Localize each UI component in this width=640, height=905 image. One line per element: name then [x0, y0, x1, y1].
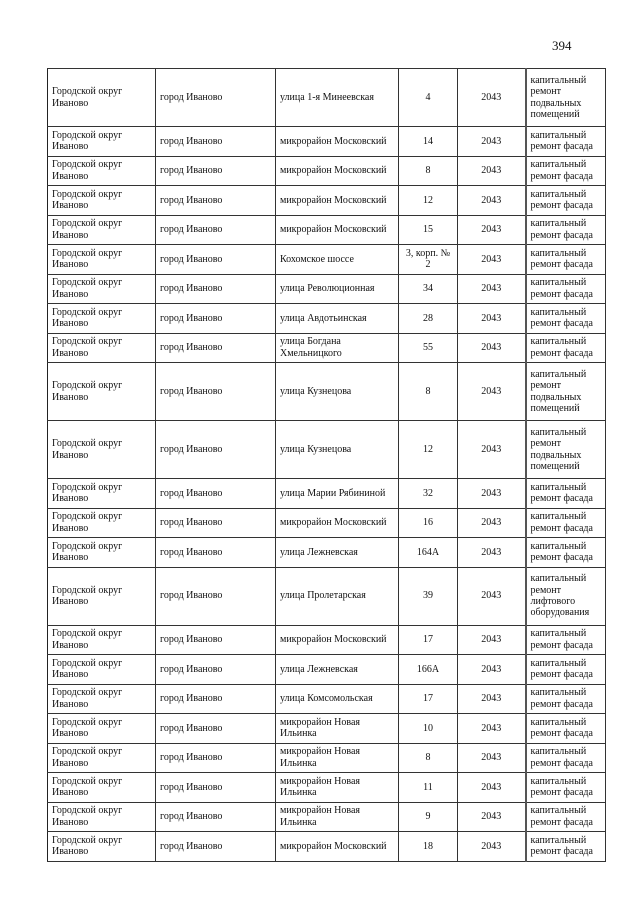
street-cell: Кохомское шоссе	[276, 245, 399, 275]
table-row	[48, 538, 606, 568]
work-type-cell: капитальный ремонт фасада	[526, 625, 606, 655]
house-number-cell: 8	[399, 743, 458, 773]
municipality-cell: Городской округ Иваново	[48, 714, 156, 744]
settlement-cell: город Иваново	[156, 479, 276, 509]
street-cell: улица 1-я Минеевская	[276, 69, 399, 127]
table-row	[48, 567, 606, 625]
settlement-cell: город Иваново	[156, 156, 276, 186]
street-cell: микрорайон Новая Ильинка	[276, 743, 399, 773]
street-cell: микрорайон Московский	[276, 508, 399, 538]
municipality-cell: Городской округ Иваново	[48, 421, 156, 479]
year-cell: 2043	[458, 186, 526, 216]
table-row	[48, 625, 606, 655]
work-type-cell: капитальный ремонт фасада	[526, 479, 606, 509]
street-cell: улица Богдана Хмельницкого	[276, 333, 399, 363]
works-table	[47, 68, 606, 862]
house-number-cell: 12	[399, 421, 458, 479]
house-number-cell: 28	[399, 304, 458, 334]
work-type-cell: капитальный ремонт фасада	[526, 156, 606, 186]
house-number-cell: 9	[399, 802, 458, 832]
house-number-cell: 12	[399, 186, 458, 216]
table-row	[48, 421, 606, 479]
settlement-cell: город Иваново	[156, 215, 276, 245]
settlement-cell: город Иваново	[156, 421, 276, 479]
municipality-cell: Городской округ Иваново	[48, 684, 156, 714]
year-cell: 2043	[458, 538, 526, 568]
street-cell: улица Лежневская	[276, 538, 399, 568]
house-number-cell: 10	[399, 714, 458, 744]
year-cell: 2043	[458, 363, 526, 421]
work-type-cell: капитальный ремонт фасада	[526, 714, 606, 744]
year-cell: 2043	[458, 156, 526, 186]
street-cell: микрорайон Московский	[276, 832, 399, 862]
street-cell: улица Кузнецова	[276, 363, 399, 421]
settlement-cell: город Иваново	[156, 333, 276, 363]
settlement-cell: город Иваново	[156, 743, 276, 773]
municipality-cell: Городской округ Иваново	[48, 363, 156, 421]
work-type-cell: капитальный ремонт фасада	[526, 655, 606, 685]
year-cell: 2043	[458, 743, 526, 773]
table-row	[48, 714, 606, 744]
street-cell: микрорайон Новая Ильинка	[276, 773, 399, 803]
year-cell: 2043	[458, 274, 526, 304]
municipality-cell: Городской округ Иваново	[48, 567, 156, 625]
work-type-cell: капитальный ремонт фасада	[526, 245, 606, 275]
work-type-cell: капитальный ремонт фасада	[526, 802, 606, 832]
municipality-cell: Городской округ Иваново	[48, 215, 156, 245]
house-number-cell: 3, корп. № 2	[399, 245, 458, 275]
work-type-cell: капитальный ремонт фасада	[526, 832, 606, 862]
year-cell: 2043	[458, 69, 526, 127]
table-row	[48, 245, 606, 275]
house-number-cell: 17	[399, 625, 458, 655]
table-row	[48, 479, 606, 509]
house-number-cell: 8	[399, 363, 458, 421]
settlement-cell: город Иваново	[156, 684, 276, 714]
house-number-cell: 18	[399, 832, 458, 862]
house-number-cell: 32	[399, 479, 458, 509]
street-cell: улица Пролетарская	[276, 567, 399, 625]
work-type-cell: капитальный ремонт фасада	[526, 333, 606, 363]
settlement-cell: город Иваново	[156, 508, 276, 538]
municipality-cell: Городской округ Иваново	[48, 508, 156, 538]
municipality-cell: Городской округ Иваново	[48, 156, 156, 186]
year-cell: 2043	[458, 832, 526, 862]
street-cell: микрорайон Московский	[276, 625, 399, 655]
municipality-cell: Городской округ Иваново	[48, 655, 156, 685]
work-type-cell: капитальный ремонт фасада	[526, 508, 606, 538]
work-type-cell: капитальный ремонт фасада	[526, 127, 606, 157]
municipality-cell: Городской округ Иваново	[48, 333, 156, 363]
settlement-cell: город Иваново	[156, 773, 276, 803]
settlement-cell: город Иваново	[156, 832, 276, 862]
work-type-cell: капитальный ремонт фасада	[526, 743, 606, 773]
year-cell: 2043	[458, 215, 526, 245]
street-cell: микрорайон Московский	[276, 186, 399, 216]
house-number-cell: 39	[399, 567, 458, 625]
settlement-cell: город Иваново	[156, 567, 276, 625]
table-row	[48, 304, 606, 334]
year-cell: 2043	[458, 508, 526, 538]
year-cell: 2043	[458, 304, 526, 334]
year-cell: 2043	[458, 245, 526, 275]
year-cell: 2043	[458, 567, 526, 625]
municipality-cell: Городской округ Иваново	[48, 186, 156, 216]
table-row	[48, 508, 606, 538]
settlement-cell: город Иваново	[156, 186, 276, 216]
street-cell: улица Комсомольская	[276, 684, 399, 714]
table-row	[48, 333, 606, 363]
work-type-cell: капитальный ремонт подвальных помещений	[526, 69, 606, 127]
house-number-cell: 11	[399, 773, 458, 803]
settlement-cell: город Иваново	[156, 802, 276, 832]
house-number-cell: 166А	[399, 655, 458, 685]
house-number-cell: 15	[399, 215, 458, 245]
table-row	[48, 156, 606, 186]
work-type-cell: капитальный ремонт фасада	[526, 773, 606, 803]
settlement-cell: город Иваново	[156, 69, 276, 127]
municipality-cell: Городской округ Иваново	[48, 304, 156, 334]
work-type-cell: капитальный ремонт подвальных помещений	[526, 421, 606, 479]
settlement-cell: город Иваново	[156, 538, 276, 568]
house-number-cell: 14	[399, 127, 458, 157]
table-row	[48, 215, 606, 245]
house-number-cell: 17	[399, 684, 458, 714]
year-cell: 2043	[458, 802, 526, 832]
work-type-cell: капитальный ремонт фасада	[526, 304, 606, 334]
table-row	[48, 274, 606, 304]
house-number-cell: 164А	[399, 538, 458, 568]
house-number-cell: 16	[399, 508, 458, 538]
municipality-cell: Городской округ Иваново	[48, 479, 156, 509]
year-cell: 2043	[458, 333, 526, 363]
table-row	[48, 69, 606, 127]
house-number-cell: 34	[399, 274, 458, 304]
table-row	[48, 802, 606, 832]
municipality-cell: Городской округ Иваново	[48, 832, 156, 862]
year-cell: 2043	[458, 479, 526, 509]
municipality-cell: Городской округ Иваново	[48, 625, 156, 655]
work-type-cell: капитальный ремонт фасада	[526, 186, 606, 216]
work-type-cell: капитальный ремонт фасада	[526, 274, 606, 304]
street-cell: улица Лежневская	[276, 655, 399, 685]
house-number-cell: 55	[399, 333, 458, 363]
year-cell: 2043	[458, 625, 526, 655]
street-cell: микрорайон Московский	[276, 156, 399, 186]
municipality-cell: Городской округ Иваново	[48, 743, 156, 773]
year-cell: 2043	[458, 684, 526, 714]
table-row	[48, 127, 606, 157]
settlement-cell: город Иваново	[156, 274, 276, 304]
settlement-cell: город Иваново	[156, 714, 276, 744]
table-row	[48, 363, 606, 421]
settlement-cell: город Иваново	[156, 655, 276, 685]
municipality-cell: Городской округ Иваново	[48, 274, 156, 304]
work-type-cell: капитальный ремонт фасада	[526, 538, 606, 568]
settlement-cell: город Иваново	[156, 363, 276, 421]
municipality-cell: Городской округ Иваново	[48, 802, 156, 832]
house-number-cell: 8	[399, 156, 458, 186]
street-cell: улица Революционная	[276, 274, 399, 304]
work-type-cell: капитальный ремонт лифтового оборудования	[526, 567, 606, 625]
settlement-cell: город Иваново	[156, 304, 276, 334]
street-cell: улица Марии Рябининой	[276, 479, 399, 509]
street-cell: микрорайон Новая Ильинка	[276, 714, 399, 744]
table-row	[48, 186, 606, 216]
street-cell: улица Кузнецова	[276, 421, 399, 479]
work-type-cell: капитальный ремонт фасада	[526, 684, 606, 714]
year-cell: 2043	[458, 421, 526, 479]
street-cell: улица Авдотьинская	[276, 304, 399, 334]
page-number: 394	[552, 38, 572, 53]
table-row	[48, 773, 606, 803]
street-cell: микрорайон Московский	[276, 127, 399, 157]
settlement-cell: город Иваново	[156, 625, 276, 655]
table-row	[48, 684, 606, 714]
municipality-cell: Городской округ Иваново	[48, 69, 156, 127]
municipality-cell: Городской округ Иваново	[48, 538, 156, 568]
municipality-cell: Городской округ Иваново	[48, 773, 156, 803]
year-cell: 2043	[458, 714, 526, 744]
street-cell: микрорайон Новая Ильинка	[276, 802, 399, 832]
settlement-cell: город Иваново	[156, 127, 276, 157]
municipality-cell: Городской округ Иваново	[48, 127, 156, 157]
work-type-cell: капитальный ремонт подвальных помещений	[526, 363, 606, 421]
house-number-cell: 4	[399, 69, 458, 127]
table-row	[48, 832, 606, 862]
table-row	[48, 655, 606, 685]
year-cell: 2043	[458, 127, 526, 157]
year-cell: 2043	[458, 655, 526, 685]
year-cell: 2043	[458, 773, 526, 803]
municipality-cell: Городской округ Иваново	[48, 245, 156, 275]
work-type-cell: капитальный ремонт фасада	[526, 215, 606, 245]
settlement-cell: город Иваново	[156, 245, 276, 275]
street-cell: микрорайон Московский	[276, 215, 399, 245]
table-row	[48, 743, 606, 773]
